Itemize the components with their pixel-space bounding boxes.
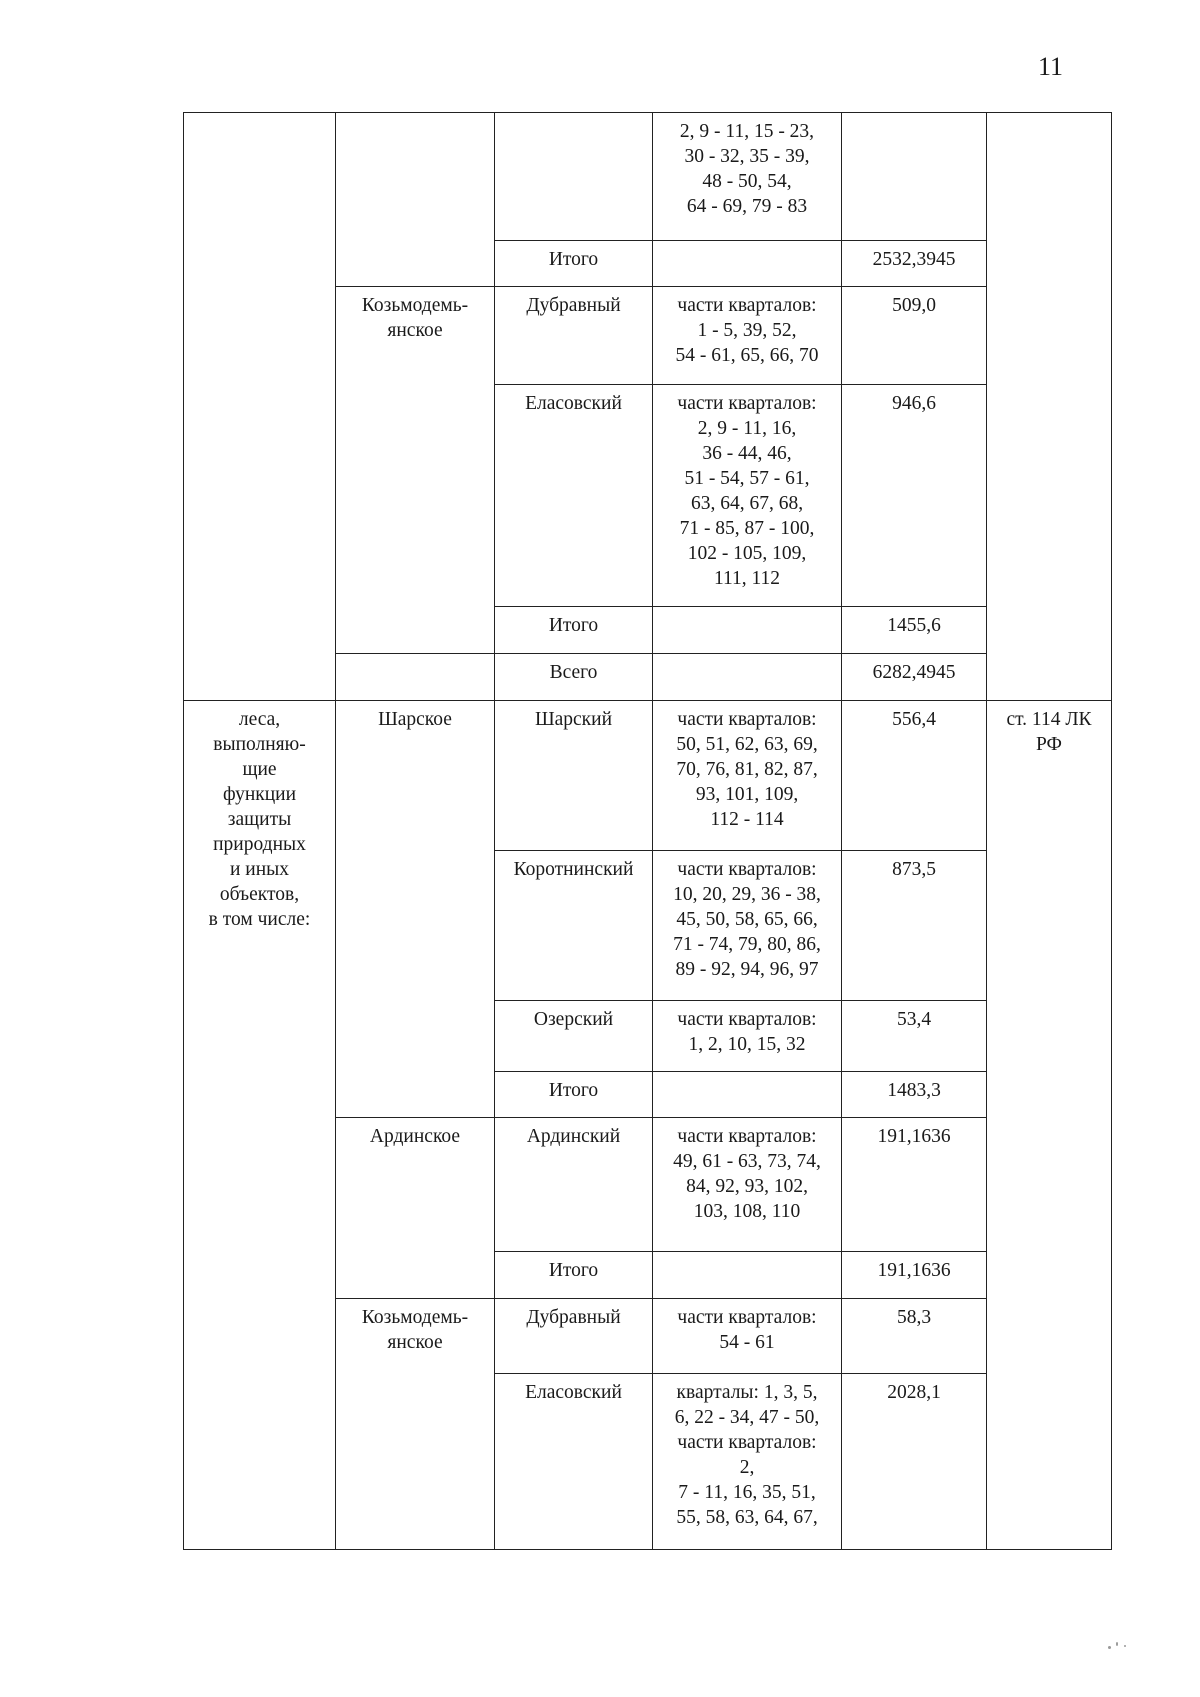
quarters-cell: части кварталов: 49, 61 - 63, 73, 74, 84, 92, 93, 102, 103, 108, 110 — [653, 1118, 842, 1252]
forestry-cell: Озерский — [495, 1001, 653, 1072]
quarters-cell — [653, 1072, 842, 1118]
forestry-cell: Итого — [495, 1072, 653, 1118]
table-row — [184, 113, 1112, 241]
forestry-cell: Всего — [495, 654, 653, 701]
area-cell: 53,4 — [842, 1001, 987, 1072]
page-number: 11 — [1038, 52, 1064, 81]
forestry-cell: Дубравный — [495, 287, 653, 385]
area-cell: 1455,6 — [842, 607, 987, 654]
quarters-cell: 2, 9 - 11, 15 - 23, 30 - 32, 35 - 39, 48 - 50, 54, 64 - 69, 79 - 83 — [653, 113, 842, 241]
scan-speck — [1116, 1642, 1118, 1646]
forestry-cell: Еласовский — [495, 1374, 653, 1550]
forestry-cell: Дубравный — [495, 1299, 653, 1374]
area-cell: 2532,3945 — [842, 241, 987, 287]
forestry-cell: Итого — [495, 607, 653, 654]
area-cell: 2028,1 — [842, 1374, 987, 1550]
scan-speck — [1108, 1646, 1111, 1649]
area-cell: 556,4 — [842, 701, 987, 851]
forestry-cell: Шарский — [495, 701, 653, 851]
area-cell: 191,1636 — [842, 1118, 987, 1252]
forestry-cell: Ардинский — [495, 1118, 653, 1252]
category-cell — [184, 113, 336, 701]
forestry-cell: Коротнинский — [495, 851, 653, 1001]
forest-areas-table — [183, 112, 1112, 1550]
district-cell — [336, 654, 495, 701]
legal-basis-cell — [987, 113, 1112, 701]
district-cell: Козьмодемь- янское — [336, 287, 495, 654]
area-cell — [842, 113, 987, 241]
legal-basis-cell: ст. 114 ЛК РФ — [987, 701, 1112, 1550]
forestry-cell: Еласовский — [495, 385, 653, 607]
area-cell: 191,1636 — [842, 1252, 987, 1299]
area-cell: 6282,4945 — [842, 654, 987, 701]
forestry-cell: Итого — [495, 1252, 653, 1299]
area-cell: 1483,3 — [842, 1072, 987, 1118]
quarters-cell: части кварталов: 50, 51, 62, 63, 69, 70, 76, 81, 82, 87, 93, 101, 109, 112 - 114 — [653, 701, 842, 851]
area-cell: 58,3 — [842, 1299, 987, 1374]
quarters-cell — [653, 607, 842, 654]
district-cell: Ардинское — [336, 1118, 495, 1299]
district-cell — [336, 113, 495, 287]
forestry-cell — [495, 113, 653, 241]
quarters-cell: кварталы: 1, 3, 5, 6, 22 - 34, 47 - 50, части кварталов: 2, 7 - 11, 16, 35, 51, 55, 58, 63, 64, 67, — [653, 1374, 842, 1550]
quarters-cell — [653, 241, 842, 287]
table-row — [184, 701, 1112, 851]
district-cell: Козьмодемь- янское — [336, 1299, 495, 1550]
area-cell: 873,5 — [842, 851, 987, 1001]
area-cell: 509,0 — [842, 287, 987, 385]
forestry-cell: Итого — [495, 241, 653, 287]
quarters-cell: части кварталов: 1, 2, 10, 15, 32 — [653, 1001, 842, 1072]
quarters-cell: части кварталов: 2, 9 - 11, 16, 36 - 44, 46, 51 - 54, 57 - 61, 63, 64, 67, 68, 71 - 85, 87 - 100, 102 - 105, 109, 111, 112 — [653, 385, 842, 607]
category-cell: леса, выполняю- щие функции защиты природных и иных объектов, в том числе: — [184, 701, 336, 1550]
scan-speck — [1124, 1645, 1126, 1647]
quarters-cell — [653, 1252, 842, 1299]
quarters-cell: части кварталов: 54 - 61 — [653, 1299, 842, 1374]
quarters-cell — [653, 654, 842, 701]
district-cell: Шарское — [336, 701, 495, 1118]
area-cell: 946,6 — [842, 385, 987, 607]
quarters-cell: части кварталов: 10, 20, 29, 36 - 38, 45, 50, 58, 65, 66, 71 - 74, 79, 80, 86, 89 - 92, 94, 96, 97 — [653, 851, 842, 1001]
quarters-cell: части кварталов: 1 - 5, 39, 52, 54 - 61, 65, 66, 70 — [653, 287, 842, 385]
